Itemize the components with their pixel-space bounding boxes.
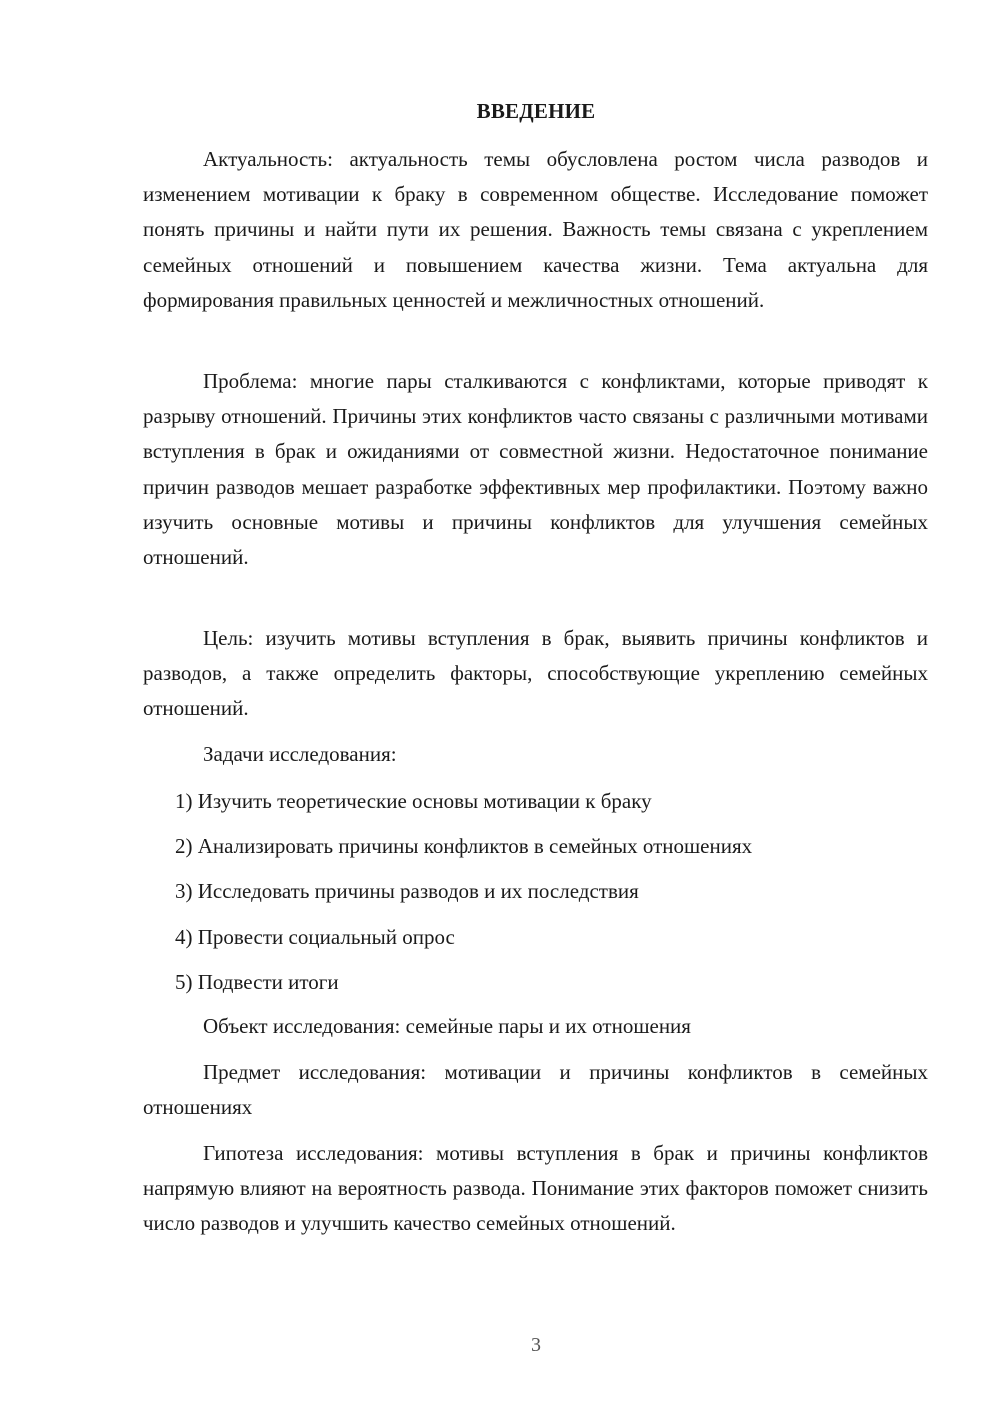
page-number: 3 bbox=[531, 1334, 541, 1356]
paragraph-goal: Цель: изучить мотивы вступления в брак, выявить причины конфликтов и разводов, а также определить факторы, способствующие укреплению семейных отношений. bbox=[143, 626, 928, 721]
paragraph-subject: Предмет исследования: мотивации и причины конфликтов в семейных отношениях bbox=[143, 1060, 928, 1120]
task-item-1: 1) Изучить теоретические основы мотивации к браку bbox=[175, 789, 652, 813]
section-title: ВВЕДЕНИЕ bbox=[476, 99, 596, 123]
paragraph-hypothesis: Гипотеза исследования: мотивы вступления в брак и причины конфликтов напрямую влияют на вероятность развода. Понимание этих факторов поможет снизить число разводов и улучшить качество семейных отношений. bbox=[143, 1141, 928, 1236]
tasks-heading: Задачи исследования: bbox=[203, 742, 397, 766]
task-item-3: 3) Исследовать причины разводов и их последствия bbox=[175, 879, 639, 903]
paragraph-object: Объект исследования: семейные пары и их отношения bbox=[203, 1014, 691, 1038]
paragraph-problem: Проблема: многие пары сталкиваются с конфликтами, которые приводят к разрыву отношений. Причины этих конфликтов часто связаны с различными мотивами вступления в брак и ожиданиями от совместной жизни. Недостаточное понимание причин разводов мешает разработке эффективных мер профилактики. Поэтому важно изучить основные мотивы и причины конфликтов для улучшения семейных отношений. bbox=[143, 369, 928, 570]
task-item-4: 4) Провести социальный опрос bbox=[175, 925, 455, 949]
paragraph-relevance: Актуальность: актуальность темы обусловлена ростом числа разводов и изменением мотивации к браку в современном обществе. Исследование поможет понять причины и найти пути их решения. Важность темы связана с укреплением семейных отношений и повышением качества жизни. Тема актуальна для формирования правильных ценностей и межличностных отношений. bbox=[143, 147, 928, 312]
task-item-5: 5) Подвести итоги bbox=[175, 970, 339, 994]
task-item-2: 2) Анализировать причины конфликтов в семейных отношениях bbox=[175, 834, 753, 858]
